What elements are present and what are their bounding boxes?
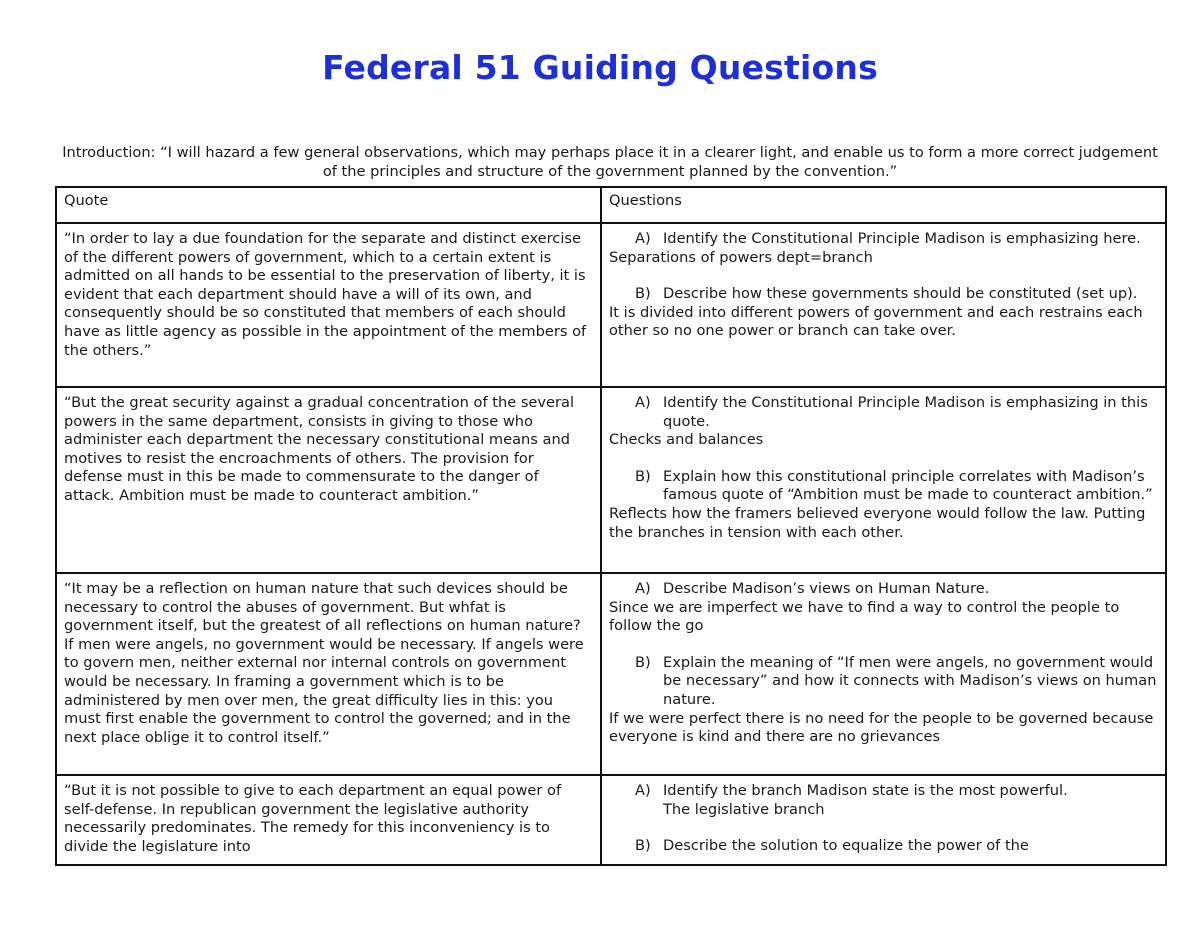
answer-text: It is divided into different powers of government and each restrains each other so no one power or branch can take over.: [609, 303, 1143, 340]
question-text-line: Identify the branch Madison state is the most powerful.: [663, 782, 1068, 799]
questions-column-header: Questions: [601, 187, 1166, 223]
quote-column-header: Quote: [56, 187, 601, 223]
questions-cell: [601, 573, 1166, 775]
answer-text: If we were perfect there is no need for the people to be governed because everyone is kind and there are no grievances: [609, 709, 1154, 746]
question-letter: B): [635, 653, 651, 671]
questions-cell: [601, 775, 1166, 865]
question-text: Explain how this constitutional principle correlates with Madison’s famous quote of “Ambition must be made to counteract ambition.”: [663, 467, 1153, 504]
answer-text: Since we are imperfect we have to find a way to control the people to follow the go: [609, 598, 1120, 635]
quote-cell: [56, 223, 601, 387]
document-title: Federal 51 Guiding Questions: [322, 48, 878, 87]
quote-cell: [56, 775, 601, 865]
question-a: [609, 394, 1158, 431]
table-row: [56, 775, 1166, 865]
question-text: Describe how these governments should be constituted (set up).: [663, 285, 1138, 303]
quote-text: “But the great security against a gradual concentration of the several powers in the same department, consists in giving to those who administer each department the necessary constitutional means and motives to resist the encroachments of others. The provision for defense must in this be made to commensurate to the danger of attack. Ambition must be made to counteract ambition.”: [64, 394, 575, 504]
question-b: [609, 654, 1158, 710]
quote-text: “But it is not possible to give to each department an equal power of self-defense. In republican government the legislative authority necessarily predominates. The remedy for this inconveniency is to divide the legislature into: [64, 782, 562, 855]
question-text: [663, 782, 1158, 819]
table-header-row: [56, 187, 1166, 223]
introduction-text: Introduction: “I will hazard a few general observations, which may perhaps place it in a clearer light, and enable us to form a more correct judgement of the principles and structure of the government planned by the convention.”: [62, 144, 1158, 180]
question-text: Identify the Constitutional Principle Madison is emphasizing in this quote.: [663, 394, 1148, 430]
question-a: [609, 782, 1158, 819]
answer-text: Checks and balances: [609, 431, 764, 449]
question-letter: B): [635, 285, 651, 303]
answer-text: The legislative branch: [663, 800, 825, 818]
question-text: Identify the Constitutional Principle Madison is emphasizing here.: [663, 230, 1141, 247]
quote-text: “It may be a reflection on human nature that such devices should be necessary to control the abuses of government. But whfat is government itself, but the greatest of all reflections on human nature? If men were angels, no government would be necessary. If angels were to govern men, neither external nor internal controls on government would be necessary. In framing a government which is to be administered by men over men, the great difficulty lies in this: you must first enable the government to control the governed; and in the next place oblige it to control itself.”: [64, 580, 584, 746]
answer-text: Separations of powers dept=branch: [609, 248, 873, 266]
quote-cell: [56, 573, 601, 775]
table-row: [56, 223, 1166, 387]
question-letter: A): [635, 580, 651, 597]
question-letter: B): [635, 467, 651, 485]
question-b: [609, 468, 1158, 505]
quote-cell: [56, 387, 601, 573]
question-letter: A): [635, 782, 651, 799]
question-a: [609, 230, 1158, 249]
table-row: [56, 573, 1166, 775]
question-b: [609, 837, 1158, 856]
question-text: Explain the meaning of “If men were angels, no government would be necessary” and how it connects with Madison’s views on human nature.: [663, 653, 1157, 708]
quote-text: “In order to lay a due foundation for the separate and distinct exercise of the different powers of government, which to a certain extent is admitted on all hands to be essential to the preservation of liberty, it is evident that each department should have a will of its own, and consequently should be so constituted that members of each should have as little agency as possible in the appointment of the members of the others.”: [64, 230, 587, 359]
guiding-questions-table: [55, 186, 1167, 866]
question-text: Describe the solution to equalize the power of the: [663, 837, 1029, 855]
answer-text: Reflects how the framers believed everyone would follow the law. Putting the branches in tension with each other.: [609, 504, 1146, 541]
table-row: [56, 387, 1166, 573]
question-a: [609, 580, 1158, 599]
questions-cell: [601, 223, 1166, 387]
question-text: Describe Madison’s views on Human Nature.: [663, 580, 990, 597]
questions-cell: [601, 387, 1166, 573]
question-letter: A): [635, 230, 651, 247]
question-letter: A): [635, 394, 651, 411]
question-letter: B): [635, 837, 651, 855]
question-b: [609, 285, 1158, 304]
